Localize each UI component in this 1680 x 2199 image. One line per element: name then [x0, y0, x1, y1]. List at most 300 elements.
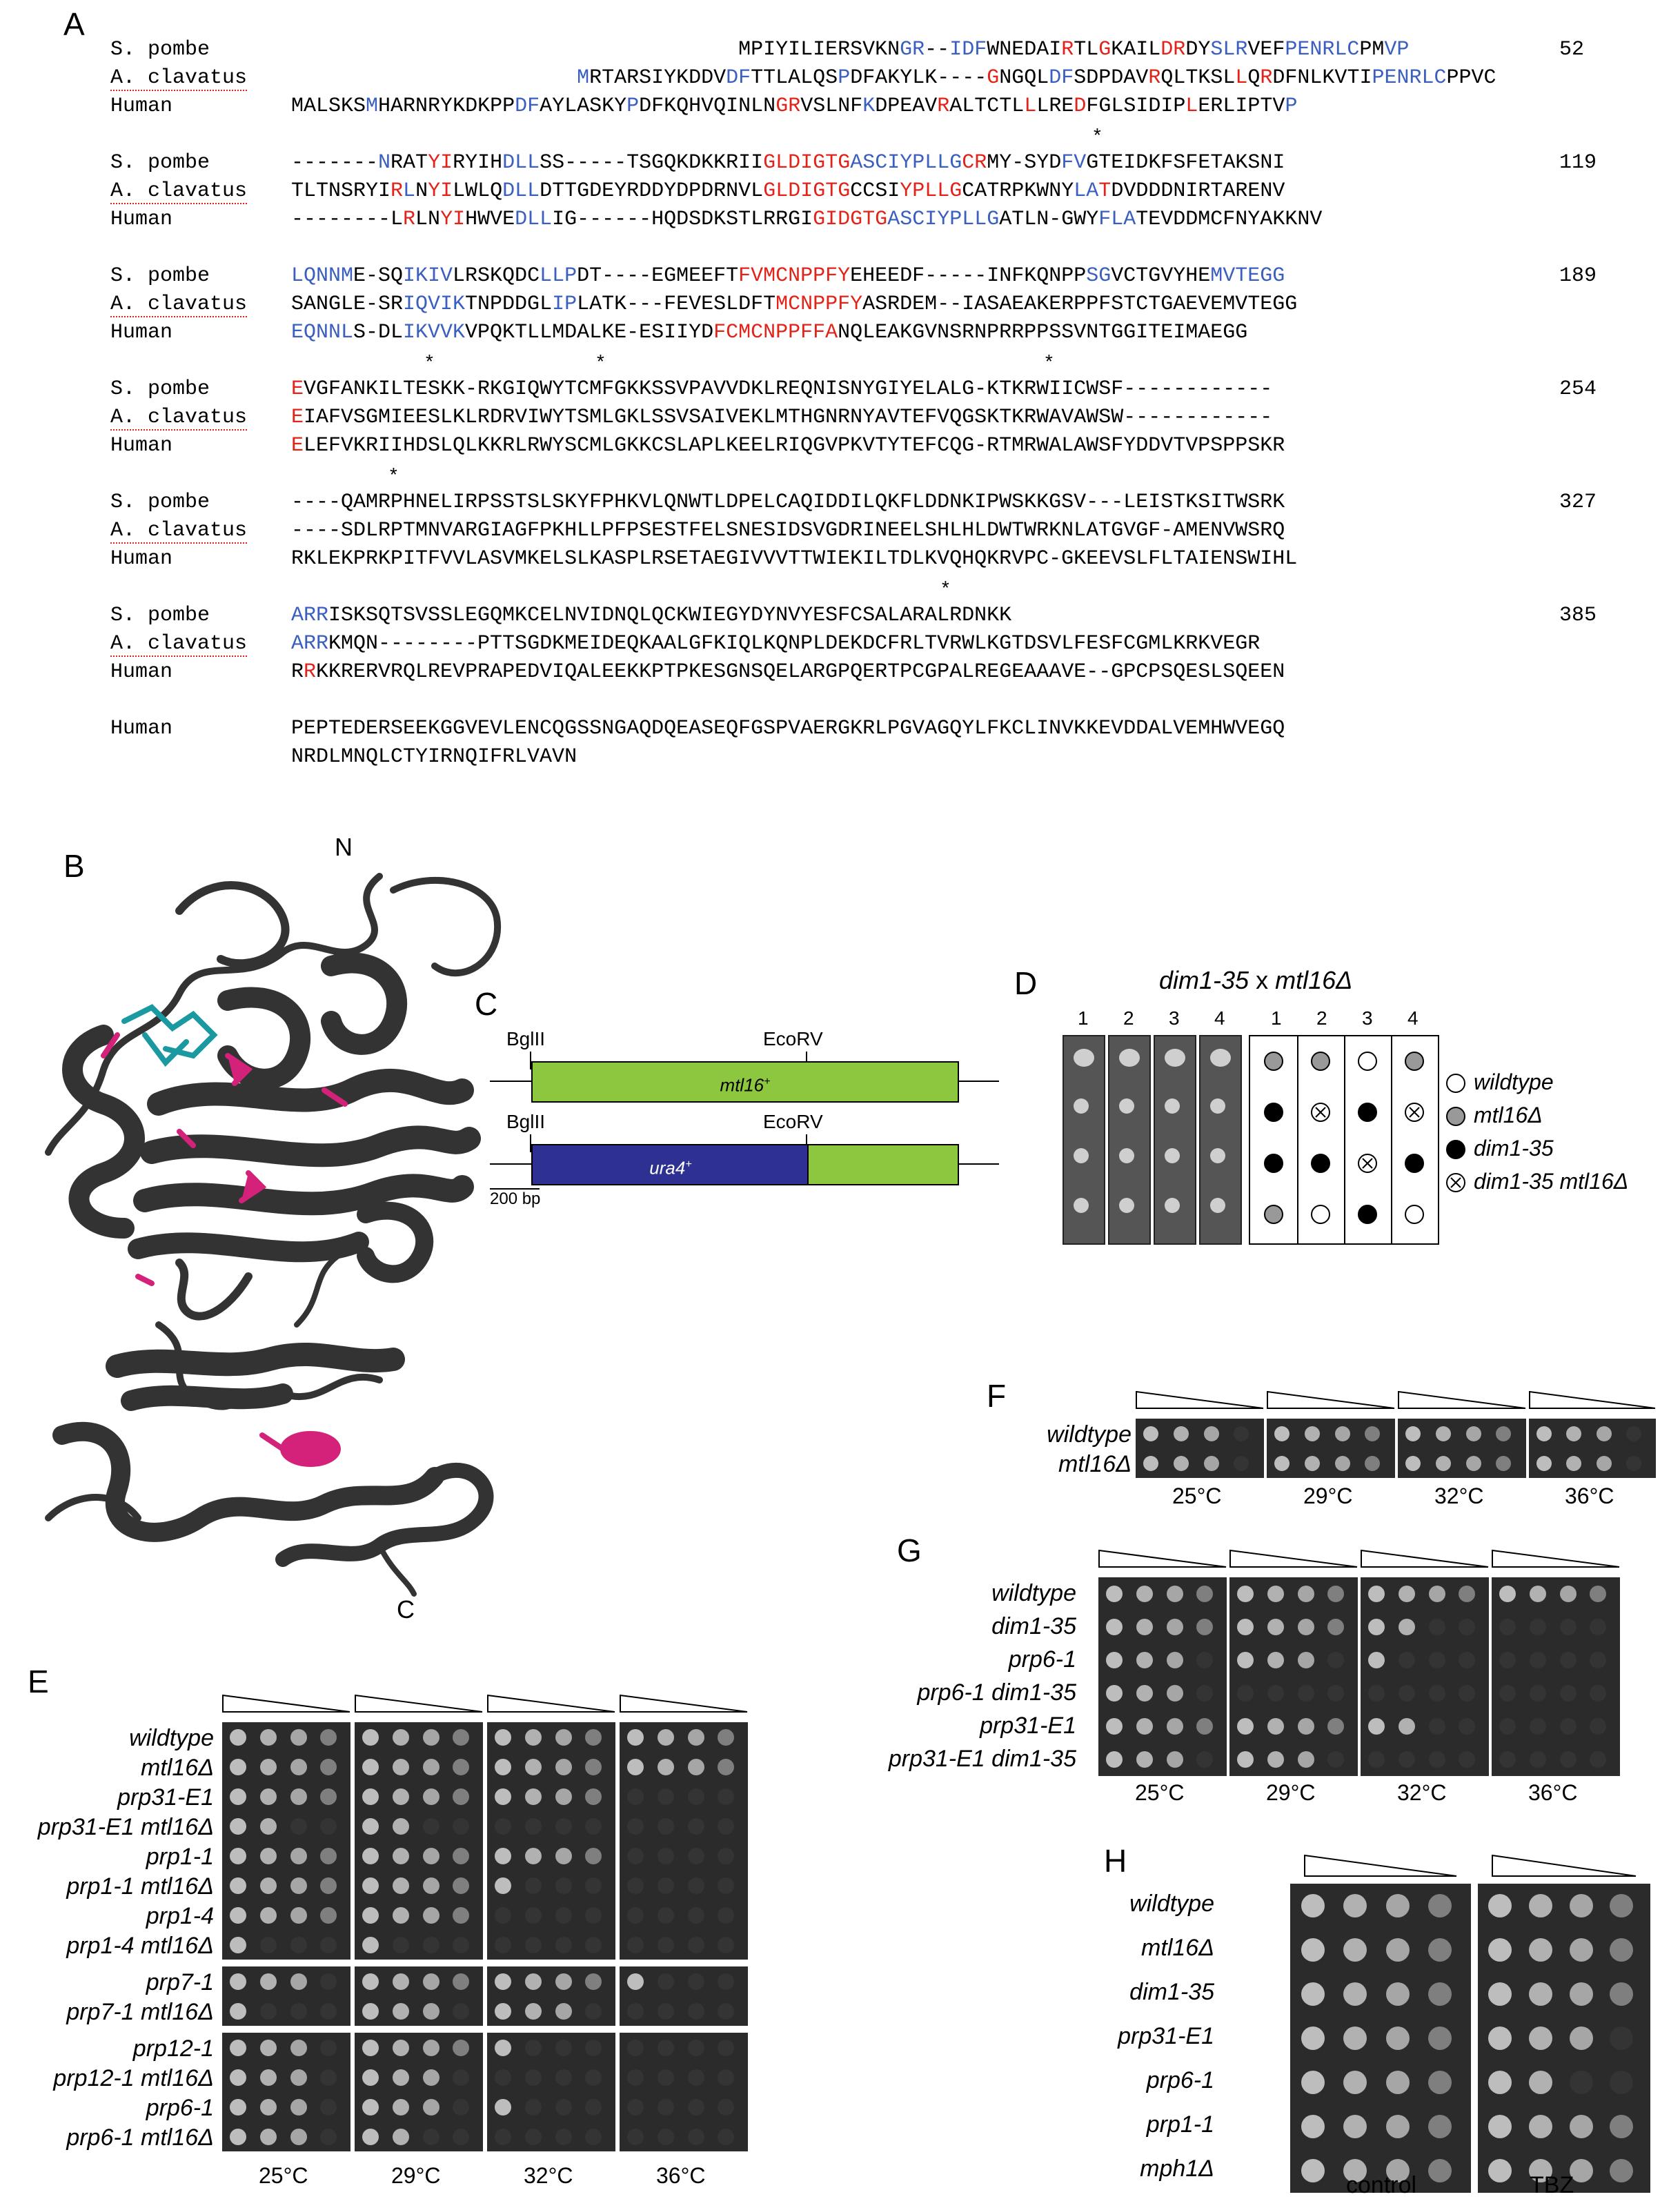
colony-spot: [362, 1973, 379, 1990]
sequence-segment: KMQN--------PTTSGDKMEIDEQKAALGFKIQLKQNPLDEKDCFRLTVRWLKGTDSVLFESFCGMLKRKVEGR: [328, 632, 1261, 655]
sequence-row: [291, 658, 1285, 687]
colony-spot: [423, 1759, 439, 1775]
colony-spot: [393, 1759, 409, 1775]
colony-spot: [1536, 1426, 1552, 1441]
colony-spot: [1436, 1456, 1451, 1471]
colony-spot: [230, 1818, 246, 1835]
sequence-segment: SDPDAV: [1074, 66, 1149, 90]
colony-spot: [1301, 2027, 1325, 2050]
colony-spot: [1167, 1718, 1183, 1735]
tetrad-title: [1159, 966, 1352, 995]
dilution-wedge-icon: [222, 1695, 350, 1713]
sequence-name: S. pombe: [110, 491, 210, 514]
colony-spot: [525, 2069, 542, 2086]
sequence-name: Human: [110, 434, 173, 457]
colony-spot: [1530, 1652, 1546, 1668]
colony-spot: [1174, 1456, 1189, 1471]
colony-spot: [1529, 2115, 1552, 2138]
colony-spot: [1136, 1685, 1153, 1702]
colony-spot: [1136, 1619, 1153, 1635]
colony-spot: [320, 1818, 337, 1835]
tetrad-col-label: 2: [1123, 1007, 1134, 1029]
colony-spot: [1196, 1751, 1213, 1768]
colony-spot: [1590, 1751, 1606, 1768]
temperature-label: 32°C: [524, 2163, 573, 2188]
strain-label: prp1-1: [1146, 2111, 1214, 2138]
colony-spot: [362, 1818, 379, 1835]
tetrad-col-label: 3: [1169, 1007, 1180, 1029]
colony-spot: [1196, 1718, 1213, 1735]
agar-plate: [1098, 1577, 1227, 1776]
colony-spot: [627, 1973, 644, 1990]
colony-spot: [1570, 2027, 1593, 2050]
colony-spot: [1343, 2071, 1367, 2094]
sequence-segment: Q: [1247, 66, 1261, 90]
colony-spot: [555, 2099, 572, 2116]
sequence-segment: R: [391, 179, 404, 203]
temperature-label: 25°C: [1135, 1780, 1185, 1805]
colony-spot: [688, 1848, 704, 1864]
colony-spot: [320, 2099, 337, 2116]
dilution-wedge-icon: [487, 1695, 615, 1713]
colony-spot: [1298, 1751, 1314, 1768]
agar-plate: [620, 1722, 748, 1960]
colony-spot: [453, 1818, 469, 1835]
colony-spot: [525, 1907, 542, 1924]
colony-spot: [1399, 1586, 1415, 1602]
colony-spot: [718, 1877, 734, 1894]
tetrad-schematic-col-label: 4: [1407, 1007, 1419, 1029]
temperature-label: 29°C: [391, 2163, 441, 2188]
colony-spot: [1368, 1652, 1385, 1668]
sequence-segment: L: [403, 179, 416, 203]
panel-g-spot-assay: [849, 1546, 1656, 1849]
sequence-segment: LQNNM: [291, 264, 354, 288]
colony-spot: [1570, 2071, 1593, 2094]
tetrad-title-a: dim1-35: [1159, 966, 1249, 994]
colony-spot: [423, 2099, 439, 2116]
genotype-dot-icon: [1311, 1103, 1330, 1122]
colony-spot: [260, 1973, 277, 1990]
colony-spot: [688, 1818, 704, 1835]
dilution-wedge-icon: [1098, 1550, 1227, 1568]
colony-spot: [320, 1759, 337, 1775]
sequence-name: S. pombe: [110, 604, 210, 627]
agar-plate: [355, 2033, 483, 2151]
mutation-asterisk: *: [424, 353, 435, 375]
dilution-wedge-icon: [1398, 1391, 1526, 1409]
colony-spot: [495, 1759, 511, 1775]
sequence-segment: --------L: [291, 208, 404, 231]
agar-plate: [1529, 1419, 1656, 1478]
sequence-segment: R: [1061, 38, 1074, 61]
tetrad-colony: [1074, 1049, 1094, 1067]
tetrad-colony: [1074, 1198, 1089, 1213]
temperature-label: 25°C: [259, 2163, 308, 2188]
colony-spot: [1610, 2071, 1633, 2094]
colony-spot: [1327, 1718, 1344, 1735]
colony-spot: [585, 2003, 602, 2020]
colony-spot: [1529, 1982, 1552, 2006]
colony-spot: [627, 1759, 644, 1775]
colony-spot: [230, 1788, 246, 1805]
sequence-segment: VGFANKILTESKK-RKGIQWYTCMFGKKSSVPAVVDKLREQNISNYGIYELALG-KTKRWIICWSF------------: [304, 377, 1273, 401]
sequence-segment: ARR: [291, 604, 329, 627]
sequence-segment: IAFVSGMIEESLKLRDRVIWYTSMLGKLSSVSAIVEKLMTHGNRNYAVTEFVQGSKTKRWAVAWSW------------: [304, 406, 1273, 429]
colony-spot: [658, 1907, 674, 1924]
eco-label-2: EcoRV: [763, 1111, 823, 1132]
sequence-name: S. pombe: [110, 38, 210, 61]
colony-spot: [290, 2069, 307, 2086]
legend-label: wildtype: [1474, 1069, 1554, 1094]
sequence-segment: LATK---FEVESLDFT: [577, 293, 776, 316]
colony-spot: [1610, 1894, 1633, 1917]
colony-spot: [495, 1973, 511, 1990]
colony-spot: [525, 1729, 542, 1746]
sequence-segment: TL: [1074, 38, 1099, 61]
colony-spot: [495, 1818, 511, 1835]
gene2-sup: +: [685, 1158, 692, 1170]
colony-spot: [585, 1759, 602, 1775]
sequence-segment: VPQKTLLMDALKE-ESIIYD: [465, 321, 714, 344]
temperature-label: 36°C: [656, 2163, 706, 2188]
mutation-asterisk: *: [1043, 353, 1055, 375]
sequence-segment: EQNNL: [291, 321, 354, 344]
sequence-segment: ----QAMRPHNELIRPSSTSLSKYFPHKVLQNWTLDPELCAQIDDILQKFLDDNKIPWSKKGSV---LEISTKSITWSRK: [291, 491, 1285, 514]
genotype-dot-icon: [1264, 1205, 1283, 1224]
colony-spot: [718, 2003, 734, 2020]
dilution-wedge-icon: [1304, 1855, 1457, 1877]
panel-h-label: H: [1104, 1843, 1127, 1879]
grid-divider: [1344, 1036, 1345, 1243]
dilution-wedge-icon: [1492, 1550, 1620, 1568]
colony-spot: [585, 2069, 602, 2086]
colony-spot: [658, 1877, 674, 1894]
colony-spot: [1106, 1619, 1123, 1635]
colony-spot: [1436, 1426, 1451, 1441]
colony-spot: [290, 1907, 307, 1924]
bgl-label-1: BglII: [506, 1028, 546, 1049]
colony-spot: [453, 2099, 469, 2116]
sequence-segment: DVDDDNIRTARENV: [1111, 179, 1285, 203]
colony-spot: [1597, 1456, 1612, 1471]
colony-spot: [362, 1848, 379, 1864]
agar-plate: [222, 2033, 350, 2151]
sequence-segment: R: [304, 660, 317, 684]
colony-spot: [1560, 1586, 1577, 1602]
construct-diagram: [490, 1028, 1014, 1207]
sequence-segment: T: [1098, 179, 1111, 203]
colony-spot: [1590, 1652, 1606, 1668]
tetrad-schematic-col-label: 2: [1316, 1007, 1327, 1029]
colony-spot: [555, 1759, 572, 1775]
colony-spot: [1368, 1586, 1385, 1602]
colony-spot: [627, 1848, 644, 1864]
tetrad-plate-strip: [1199, 1035, 1242, 1245]
colony-spot: [555, 1973, 572, 1990]
colony-spot: [688, 1937, 704, 1953]
dilution-wedge-icon: [1529, 1391, 1656, 1409]
mtl16-remnant-box: [807, 1144, 959, 1185]
sequence-segment: EHEEDF-----INFKQNPP: [850, 264, 1087, 288]
sequence-row: [291, 404, 1272, 432]
tetrad-colony: [1165, 1198, 1180, 1213]
sequence-segment: G: [1098, 38, 1111, 61]
colony-spot: [1570, 1894, 1593, 1917]
sequence-segment: FVMCNPPFY: [738, 264, 851, 288]
tetrad-colony: [1119, 1198, 1134, 1213]
colony-spot: [1499, 1652, 1516, 1668]
colony-spot: [1590, 1685, 1606, 1702]
colony-spot: [1298, 1685, 1314, 1702]
agar-plate: [1492, 1577, 1620, 1776]
colony-spot: [1590, 1586, 1606, 1602]
colony-spot: [320, 2069, 337, 2086]
sequence-row: [291, 262, 1285, 290]
colony-spot: [290, 2040, 307, 2056]
sequence-segment: CR: [962, 151, 987, 175]
sequence-segment: IG------HQDSDKSTLRRGI: [552, 208, 813, 231]
eco-label-1: EcoRV: [763, 1028, 823, 1049]
sequence-segment: KAIL: [1111, 38, 1161, 61]
colony-spot: [495, 1937, 511, 1953]
colony-spot: [1335, 1456, 1350, 1471]
sequence-segment: P: [1285, 95, 1298, 118]
sequence-segment: DY: [1185, 38, 1211, 61]
sequence-segment: VEF: [1247, 38, 1285, 61]
colony-spot: [1560, 1718, 1577, 1735]
tetrad-colony: [1210, 1148, 1225, 1163]
sequence-segment: DR: [1160, 38, 1186, 61]
strain-label: mtl16Δ: [1141, 1935, 1214, 1961]
colony-spot: [1386, 2027, 1410, 2050]
sequence-segment: RKLEKPRKPITFVVLASVMKELSLKASPLRSETAEGIVVVTTWIEKILTDLKVQHQKRVPC-GKEEVSLFLTAIENSWIHL: [291, 547, 1298, 571]
colony-spot: [1499, 1586, 1516, 1602]
colony-spot: [688, 1907, 704, 1924]
colony-spot: [585, 1937, 602, 1953]
sequence-segment: FCMCNPPFFA: [713, 321, 838, 344]
colony-spot: [1570, 2115, 1593, 2138]
colony-spot: [1196, 1619, 1213, 1635]
strain-label: dim1-35: [991, 1613, 1076, 1639]
colony-spot: [453, 1759, 469, 1775]
colony-spot: [290, 2099, 307, 2116]
sequence-segment: [291, 66, 577, 90]
colony-spot: [260, 2069, 277, 2086]
panel-e-label: E: [28, 1664, 49, 1699]
colony-spot: [453, 1848, 469, 1864]
dilution-wedge-icon: [1229, 1550, 1358, 1568]
colony-spot: [1488, 1938, 1512, 1962]
colony-spot: [1365, 1456, 1380, 1471]
agar-plate: [487, 1722, 615, 1960]
sequence-segment: VCTGVYHE: [1111, 264, 1211, 288]
agar-plate: [1361, 1577, 1489, 1776]
colony-spot: [555, 1907, 572, 1924]
colony-spot: [1301, 1982, 1325, 2006]
sequence-segment: IDF: [949, 38, 987, 61]
colony-spot: [453, 1937, 469, 1953]
colony-spot: [393, 1788, 409, 1805]
colony-spot: [230, 1937, 246, 1953]
colony-spot: [718, 1907, 734, 1924]
colony-spot: [1234, 1426, 1249, 1441]
sequence-segment: CATRPKWNY: [962, 179, 1074, 203]
legend-dot-icon: [1446, 1074, 1465, 1093]
sequence-segment: HARNRYKDKPP: [378, 95, 515, 118]
colony-spot: [525, 1818, 542, 1835]
colony-spot: [1610, 2027, 1633, 2050]
temperature-label: 29°C: [1266, 1780, 1316, 1805]
sequence-segment: TLTNSRYI: [291, 179, 391, 203]
sequence-segment: DTTGDEYRDDYDPDRNVL: [540, 179, 764, 203]
sequence-segment: N: [378, 151, 391, 175]
sequence-segment: DLL: [502, 179, 540, 203]
agar-plate: [1290, 1884, 1471, 2193]
sequence-row: [291, 92, 1297, 121]
colony-spot: [495, 1729, 511, 1746]
colony-spot: [1106, 1685, 1123, 1702]
colony-spot: [423, 1877, 439, 1894]
genotype-dot-icon: [1264, 1154, 1283, 1173]
colony-spot: [627, 1907, 644, 1924]
colony-spot: [658, 1937, 674, 1953]
colony-spot: [1405, 1426, 1421, 1441]
colony-spot: [1237, 1586, 1254, 1602]
sequence-name: Human: [110, 208, 173, 231]
gene1-name: mtl16: [720, 1074, 764, 1096]
colony-spot: [320, 1877, 337, 1894]
colony-spot: [1386, 1982, 1410, 2006]
alignment-position-number: 385: [1559, 604, 1597, 627]
sequence-segment: L: [1235, 66, 1248, 90]
sequence-segment: DF: [726, 66, 751, 90]
sequence-segment: LWLQ: [453, 179, 503, 203]
sequence-segment: ARR: [291, 632, 329, 655]
colony-spot: [658, 1848, 674, 1864]
colony-spot: [290, 2003, 307, 2020]
colony-spot: [1301, 1894, 1325, 1917]
colony-spot: [1399, 1619, 1415, 1635]
tetrad-colony: [1119, 1049, 1140, 1067]
sequence-segment: IKVVK: [403, 321, 466, 344]
colony-spot: [393, 1729, 409, 1746]
sequence-segment: FGLSIDIP: [1086, 95, 1186, 118]
temperature-label: 32°C: [1434, 1483, 1484, 1508]
strain-label: prp1-1: [146, 1844, 214, 1870]
temperature-label: 29°C: [1303, 1483, 1353, 1508]
colony-spot: [1368, 1751, 1385, 1768]
sequence-segment: VP: [1384, 38, 1410, 61]
genotype-dot-icon: [1405, 1154, 1424, 1173]
sequence-segment: R: [1260, 66, 1273, 90]
sequence-segment: E: [291, 377, 304, 401]
colony-spot: [658, 2040, 674, 2056]
sequence-segment: MALSKS: [291, 95, 366, 118]
colony-spot: [718, 1973, 734, 1990]
colony-spot: [658, 1973, 674, 1990]
grid-divider: [1297, 1036, 1298, 1243]
sequence-segment: DT----EGMEEFT: [577, 264, 739, 288]
temperature-label: 32°C: [1397, 1780, 1447, 1805]
colony-spot: [1237, 1652, 1254, 1668]
colony-spot: [1428, 1938, 1452, 1962]
colony-spot: [393, 2099, 409, 2116]
colony-spot: [290, 1877, 307, 1894]
condition-label: TBZ: [1530, 2172, 1574, 2198]
colony-spot: [1237, 1751, 1254, 1768]
sequence-segment: ATLN-GWY: [999, 208, 1099, 231]
colony-spot: [658, 2003, 674, 2020]
colony-spot: [1305, 1426, 1320, 1441]
colony-spot: [1136, 1652, 1153, 1668]
colony-spot: [1428, 2027, 1452, 2050]
sequence-name: Human: [110, 321, 173, 344]
colony-spot: [1267, 1685, 1284, 1702]
colony-spot: [1274, 1426, 1289, 1441]
agar-plate: [355, 1966, 483, 2026]
colony-spot: [525, 1937, 542, 1953]
tetrad-col-label: 1: [1078, 1007, 1089, 1029]
colony-spot: [1459, 1751, 1475, 1768]
colony-spot: [260, 1729, 277, 1746]
colony-spot: [495, 2069, 511, 2086]
agar-plate: [620, 2033, 748, 2151]
colony-spot: [555, 2003, 572, 2020]
colony-spot: [1466, 1426, 1481, 1441]
colony-spot: [230, 1729, 246, 1746]
sequence-segment: ISKSQTSVSSLEGQMKCELNVIDNQLQCKWIEGYDYNVYESFCSALARALRDNKK: [328, 604, 1012, 627]
tetrad-dissection: [1063, 1007, 1670, 1256]
agar-plate: [222, 1966, 350, 2026]
colony-spot: [1106, 1652, 1123, 1668]
sequence-segment: RAT: [391, 151, 428, 175]
colony-spot: [320, 1907, 337, 1924]
colony-spot: [1106, 1586, 1123, 1602]
colony-spot: [393, 2069, 409, 2086]
colony-spot: [1590, 1619, 1606, 1635]
sequence-segment: KKRERVRQLREVPRAPEDVIQALEEKKPTPKESGNSQELARGPQERTPCGPALREGEAAAVE--GPCPSQESLSQEEN: [316, 660, 1285, 684]
sequence-segment: K: [862, 95, 876, 118]
sequence-segment: GLDIGTG: [763, 151, 851, 175]
legend-label: dim1-35: [1474, 1136, 1554, 1161]
human-tail-sequence: PEPTEDERSEEKGGVEVLENCQGSSNGAQDQEASEQFGSPVAERGKRLPGVAGQYLFKCLINVKKEVDDALVEMHWVEGQ: [291, 717, 1285, 740]
colony-spot: [260, 1937, 277, 1953]
strain-label: prp7-1: [146, 1969, 214, 1995]
sequence-segment: RTARSIYKDDV: [589, 66, 727, 90]
legend-dot-icon: [1446, 1173, 1465, 1192]
colony-spot: [453, 1973, 469, 1990]
colony-spot: [1530, 1586, 1546, 1602]
sequence-segment: GLDIGTG: [763, 179, 851, 203]
colony-spot: [1327, 1619, 1344, 1635]
tetrad-plate-strip: [1154, 1035, 1196, 1245]
genotype-dot-icon: [1405, 1205, 1424, 1224]
colony-spot: [1530, 1718, 1546, 1735]
sequence-name: A. clavatus: [110, 293, 248, 316]
tetrad-colony: [1119, 1098, 1134, 1114]
colony-spot: [688, 1973, 704, 1990]
alignment-position-number: 327: [1559, 491, 1597, 514]
sequence-segment: HWVE: [465, 208, 515, 231]
strain-label: mtl16Δ: [1058, 1451, 1131, 1477]
colony-spot: [1204, 1456, 1219, 1471]
panel-f-spot-assay: [966, 1387, 1656, 1525]
colony-spot: [1496, 1456, 1511, 1471]
colony-spot: [1365, 1426, 1380, 1441]
genotype-dot-icon: [1358, 1154, 1377, 1173]
sequence-segment: GR: [900, 38, 925, 61]
